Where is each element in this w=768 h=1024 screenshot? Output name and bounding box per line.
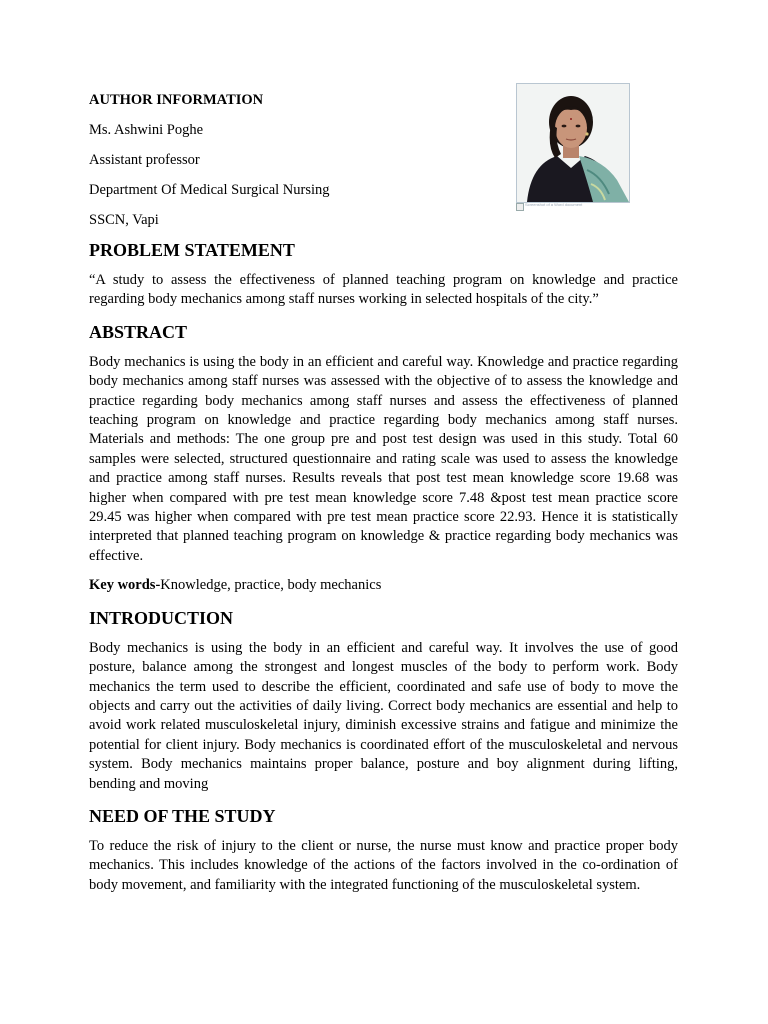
author-designation: Assistant professor xyxy=(89,152,200,168)
author-portrait-image xyxy=(517,84,629,202)
need-of-study-heading: NEED OF THE STUDY xyxy=(89,805,276,826)
author-name: Ms. Ashwini Poghe xyxy=(89,122,204,138)
need-of-study-text: To reduce the risk of injury to the client or nurse, the nurse must know and practice proper body mechanics. This includes knowledge of the actions of the factors involved in the co-ordination of body movement, and familiarity with the integrated functioning of the musculoskeletal system. xyxy=(89,837,678,893)
author-institution: SSCN, Vapi xyxy=(89,212,159,228)
problem-statement-text: “A study to assess the effectiveness of planned teaching program on knowledge and practice regarding body mechanics among staff nurses working in selected hospitals of the city.” xyxy=(89,272,678,308)
image-placeholder-icon xyxy=(516,203,524,211)
document-body xyxy=(89,238,678,905)
author-department: Department Of Medical Surgical Nursing xyxy=(89,182,330,198)
keywords-label: Key words- xyxy=(89,577,161,594)
keywords-line xyxy=(89,576,678,595)
keywords-value: Knowledge, practice, body mechanics xyxy=(160,577,382,594)
introduction-text: Body mechanics is using the body in an efficient and careful way. It involves the use of good posture, balance among the strongest and longest muscles of the body to perform work. Body mechanics the term used to describe the efficient, coordinated and safe use of body to move the objects and carry out the activities of daily living. Correct body mechanics are essential and help to avoid work related musculoskeletal injury, diminish excessive strains and fatigue and minimize the potential for client injury. Body mechanics is coordinated effort of the musculoskeletal and nervous system. Body mechanics maintains proper balance, posture and boy alignment during lifting, bending and moving xyxy=(89,639,678,792)
author-photo xyxy=(516,83,630,203)
abstract-text: Body mechanics is using the body in an efficient and careful way. Knowledge and practice regarding body mechanics among staff nurses was assessed with the objective of to assess the knowledge and practice regarding body mechanics among staff nurses and assess the effectiveness of planned teaching program on knowledge and practice regarding body mechanics among staff nurses. Materials and methods: The one group pre and post test design was used in this study. Total 60 samples were selected, structured questionnaire and rating scale was used to assess the knowledge and practice among staff nurses. Results reveals that post test mean knowledge score 19.68 was higher when compared with pre test mean knowledge score 7.48 &post test mean practice score 29.45 was higher when compared with pre test mean practice score 22.93. Hence it is statistically interpreted that planned teaching program on knowledge & practice regarding body mechanics was effective. xyxy=(89,353,678,564)
introduction-heading: INTRODUCTION xyxy=(89,607,234,628)
photo-caption: Screenshot of a Word document xyxy=(525,202,583,207)
abstract-heading: ABSTRACT xyxy=(89,321,188,342)
author-heading: AUTHOR INFORMATION xyxy=(89,92,264,108)
problem-statement-heading: PROBLEM STATEMENT xyxy=(89,240,295,260)
author-information xyxy=(89,90,489,240)
